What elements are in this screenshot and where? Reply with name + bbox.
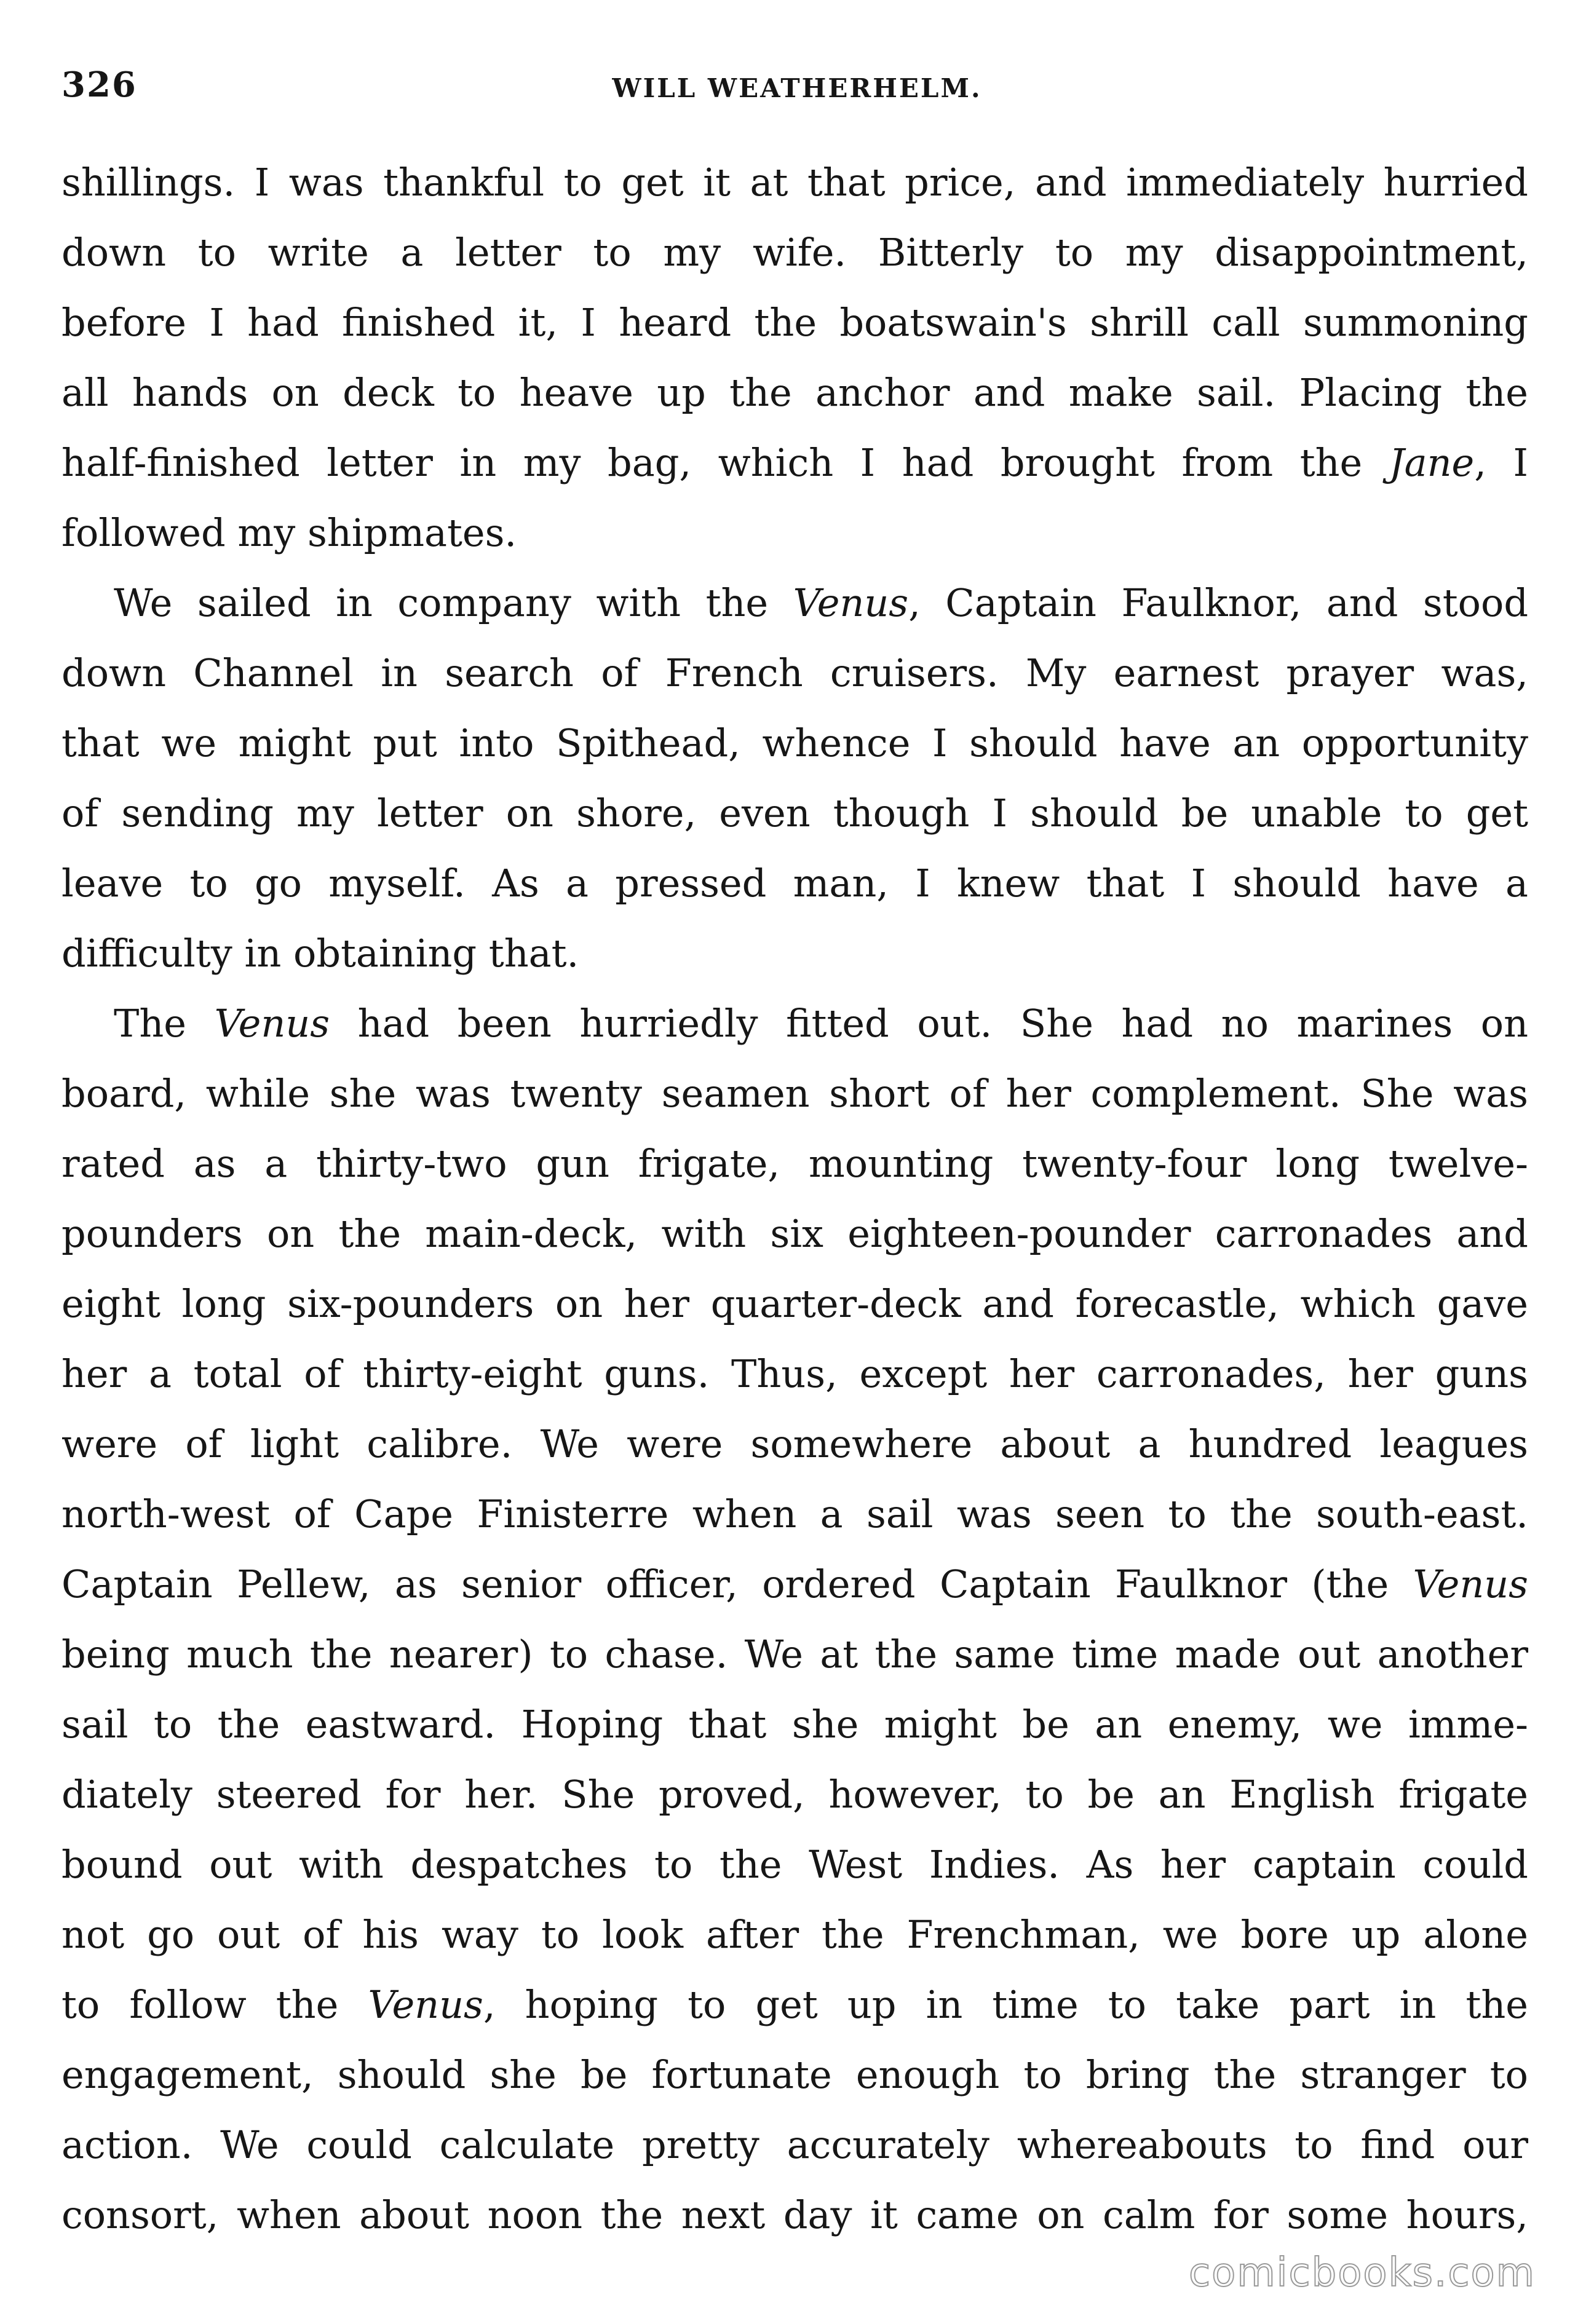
- text-line: board, while she was twenty seamen short of her complement. She was: [61, 1071, 1528, 1116]
- text-line: bound out with despatches to the West Indies. As her captain could: [61, 1842, 1528, 1887]
- text-line: to follow the Venus, hoping to get up in time to take part in the: [61, 1982, 1528, 2027]
- text-line: north-west of Cape Finisterre when a sail was seen to the south-east.: [61, 1492, 1528, 1536]
- text-line: pounders on the main-deck, with six eighteen-pounder carronades and: [61, 1211, 1528, 1256]
- text-line: consort, when about noon the next day it came on calm for some hours,: [61, 2192, 1528, 2237]
- text-line: Captain Pellew, as senior officer, ordered Captain Faulknor (the Venus: [61, 1562, 1528, 1607]
- text-line: her a total of thirty-eight guns. Thus, except her carronades, her guns: [61, 1351, 1528, 1396]
- text-line: down to write a letter to my wife. Bitterly to my disappointment,: [61, 230, 1528, 275]
- text-line: engagement, should she be fortunate enough to bring the stranger to: [61, 2052, 1528, 2097]
- paragraph: [61, 148, 1528, 568]
- text-line: sail to the eastward. Hoping that she might be an enemy, we imme-: [61, 1702, 1528, 1747]
- text-line: diately steered for her. She proved, however, to be an English frigate: [61, 1772, 1528, 1817]
- paragraph: [61, 568, 1528, 989]
- text-line: action. We could calculate pretty accurately whereabouts to find our: [61, 2122, 1528, 2167]
- text-line: rated as a thirty-two gun frigate, mounting twenty-four long twelve-: [61, 1141, 1528, 1186]
- site-watermark: comicbooks.com: [1188, 2250, 1536, 2296]
- text-line: that we might put into Spithead, whence I should have an opportunity: [61, 721, 1528, 765]
- text-line: followed my shipmates.: [61, 510, 517, 555]
- text-line: not go out of his way to look after the Frenchman, we bore up alone: [61, 1912, 1528, 1957]
- page-number: 326: [61, 65, 137, 105]
- text-line: We sailed in company with the Venus, Captain Faulknor, and stood: [114, 580, 1529, 625]
- text-line: The Venus had been hurriedly fitted out. She had no marines on: [114, 1001, 1529, 1046]
- running-head: [61, 65, 1533, 114]
- text-line: difficulty in obtaining that.: [61, 931, 579, 976]
- text-line: being much the nearer) to chase. We at the same time made out another: [61, 1632, 1528, 1677]
- paragraph: [61, 989, 1528, 2250]
- text-line: all hands on deck to heave up the anchor and make sail. Placing the: [61, 370, 1528, 415]
- text-line: were of light calibre. We were somewhere about a hundred leagues: [61, 1421, 1528, 1466]
- text-line: before I had finished it, I heard the boatswain's shrill call summoning: [61, 300, 1528, 345]
- running-title: WILL WEATHERHELM.: [612, 73, 982, 103]
- body-text: [61, 148, 1528, 2250]
- text-line: of sending my letter on shore, even though I should be unable to get: [61, 791, 1528, 836]
- text-line: down Channel in search of French cruisers. My earnest prayer was,: [61, 650, 1528, 695]
- text-line: half-finished letter in my bag, which I had brought from the Jane, I: [61, 440, 1528, 485]
- text-line: leave to go myself. As a pressed man, I knew that I should have a: [61, 861, 1528, 906]
- text-line: eight long six-pounders on her quarter-deck and forecastle, which gave: [61, 1281, 1528, 1326]
- text-line: shillings. I was thankful to get it at that price, and immediately hurried: [61, 160, 1528, 205]
